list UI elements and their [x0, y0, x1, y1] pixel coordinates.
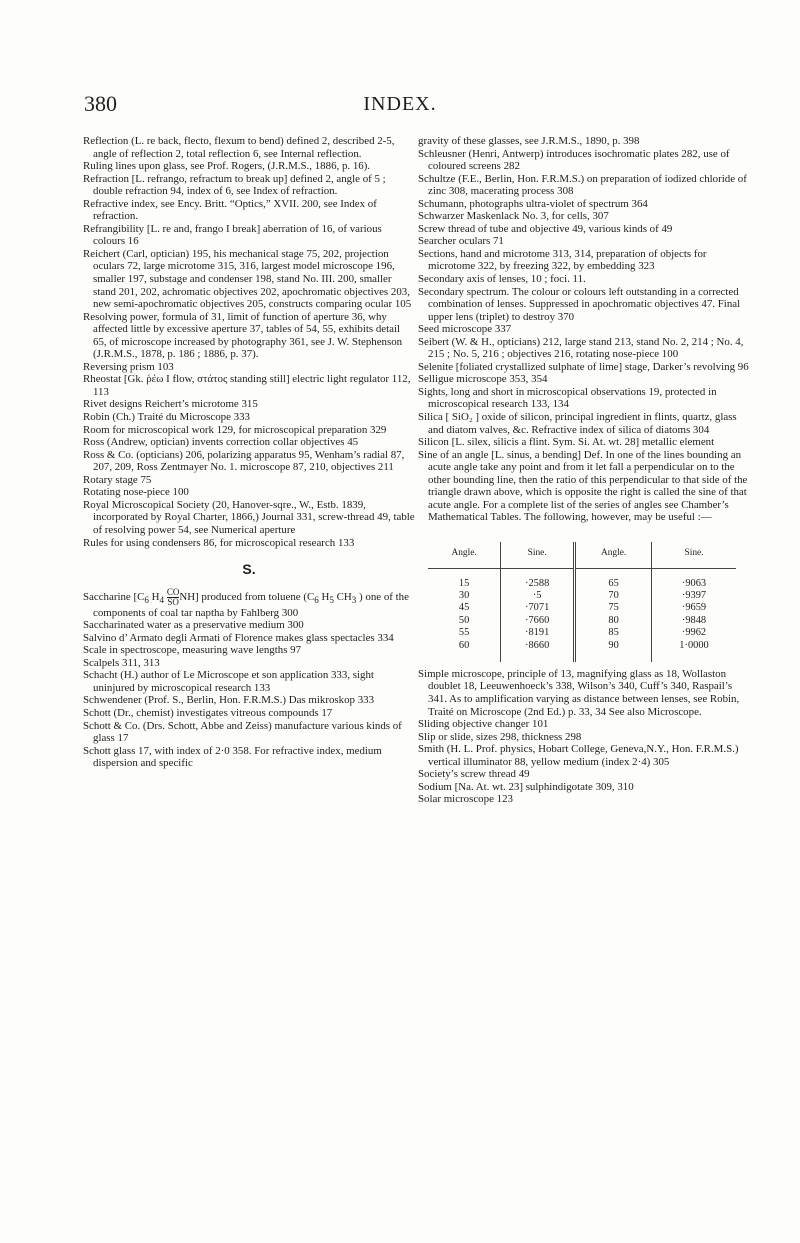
index-entry: Smith (H. L. Prof. physics, Hobart College, Geneva,N.Y., Hon. F.R.M.S.) vertical illuminator 88, yellow medium (index 2·4) 305 — [418, 743, 739, 768]
index-entry: Royal Microscopical Society (20, Hanover-sqre., W., Estb. 1839, incorporated by Royal Charter, 1866,) Journal 331, screw-thread 49, table of resolving power 54, see Numerical aperture — [83, 498, 415, 536]
subscript: 6 — [144, 594, 149, 605]
index-entry: Sights, long and short in microscopical observations 19, protected in microscopical research 133, 134 — [418, 385, 717, 411]
index-entry: Sodium [Na. At. wt. 23] sulphindigotate 309, 310 — [418, 780, 634, 793]
text: NH] produced from toluene (C — [179, 590, 315, 603]
text: CH — [333, 590, 352, 603]
right-column — [418, 135, 750, 806]
text: H — [318, 590, 330, 603]
subscript: 3 — [351, 594, 357, 605]
index-entry: Scalpels 311, 313 — [83, 656, 160, 669]
index-entry: Slip or slide, sizes 298, thickness 298 — [418, 730, 582, 743]
index-entry: Scale in spectroscope, measuring wave lengths 97 — [83, 644, 302, 657]
angle-value: 70 — [608, 589, 619, 601]
sine-cell — [501, 568, 575, 662]
index-entry: Schwendener (Prof. S., Berlin, Hon. F.R.M.S.) Das mikroskop 333 — [83, 694, 375, 707]
index-entry: Schott (Dr., chemist) investigates vitreous compounds 17 — [83, 706, 333, 719]
column-header: Angle. — [575, 542, 652, 568]
column-header: Sine. — [652, 542, 736, 568]
index-entry: Seibert (W. & H., opticians) 212, large stand 213, stand No. 2, 214 ; No. 4, 215 ; No. 5, 216 ; objectives 216, rotating nose-piece 100 — [418, 335, 744, 361]
index-entry: Sine of an angle [L. sinus, a bending] Def. In one of the lines bounding an acute angle take any point and from it let fall a perpendicular on to the other bounding line, then the ratio of this perpendicular to that side of the triangle drawn above, which is opposite the right is called the sine of that acute angle. For a complete list of the series of angles see Chamber’s Mathematical Tables. The following, however, may be useful :— — [418, 448, 748, 524]
numerator: CO — [166, 586, 180, 597]
index-entry: Rules for using condensers 86, for microscopical research 133 — [83, 536, 355, 549]
index-entry: Selenite [foliated crystallized sulphate of lime] stage, Darker’s revolving 96 — [418, 360, 749, 373]
index-entry: Reversing prism 103 — [83, 360, 174, 373]
text: H — [148, 590, 160, 603]
angle-value: 85 — [608, 627, 619, 639]
index-entry: Screw thread of tube and objective 49, various kinds of 49 — [418, 222, 673, 235]
sine-value: ·9397 — [681, 589, 707, 601]
index-entry: Schleusner (Henri, Antwerp) introduces isochromatic plates 282, use of coloured screens 282 — [418, 147, 730, 173]
sine-value: 1·0000 — [679, 639, 709, 651]
index-entry: Rivet designs Reichert’s microtome 315 — [83, 398, 258, 411]
index-entry: Room for microscopical work 129, for microscopical preparation 329 — [83, 423, 387, 436]
sine-value: ·7071 — [525, 602, 550, 614]
angle-value: 30 — [458, 589, 470, 601]
angle-value: 45 — [458, 602, 470, 614]
subscript: 5 — [329, 594, 334, 605]
index-entry: Refrangibility [L. re and, frango I break] aberration of 16, of various colours 16 — [83, 222, 382, 248]
angle-cell — [575, 568, 652, 662]
index-entry: Silicon [L. silex, silicis a flint. Sym. Si. At. wt. 28] metallic element — [418, 436, 715, 449]
index-entry: Schott glass 17, with index of 2·0 358. For refractive index, medium dispersion and specific — [83, 744, 382, 770]
index-entry: Schacht (H.) author of Le Microscope et son application 333, sight uninjured by microscopical research 133 — [83, 669, 374, 694]
sine-value: ·9848 — [681, 614, 707, 626]
angle-value: 60 — [458, 639, 470, 651]
sine-value: ·5 — [532, 589, 542, 601]
index-entry: Sliding objective changer 101 — [418, 718, 549, 731]
index-entry: Selligue microscope 353, 354 — [418, 373, 548, 386]
table-row — [428, 568, 736, 662]
index-entry: Secondary axis of lenses, 10 ; foci. 11. — [418, 273, 586, 286]
column-header: Sine. — [501, 542, 575, 568]
sine-value: ·9659 — [681, 602, 707, 614]
subscript: 4 — [159, 594, 165, 605]
angle-value: 80 — [608, 614, 619, 626]
sine-value: ·8191 — [525, 627, 550, 639]
text: ) one of the components of coal tar naptha by Fahlberg 300 — [93, 590, 409, 619]
index-entry: Schultze (F.E., Berlin, Hon. F.R.M.S.) on preparation of iodized chloride of zinc 308, macerating process 308 — [418, 172, 747, 198]
angle-value: 50 — [458, 614, 470, 626]
left-column — [83, 135, 415, 770]
index-entry: Silica [ SiO₂ ] oxide of silicon, principal ingredient in flints, quartz, glass and diatom valves, &c. Refractive index of silica of diatoms 304 — [418, 411, 737, 436]
sine-cell — [652, 568, 736, 662]
index-entry: Society’s screw thread 49 — [418, 768, 530, 781]
index-entry: Ross & Co. (opticians) 206, polarizing apparatus 95, Wenham’s radial 87, 207, 209, Ross Zentmayer No. 1. microscope 87, 210, objectives 211 — [83, 448, 405, 474]
sine-value: ·2588 — [525, 577, 550, 589]
index-entry: Refractive index, see Ency. Britt. “Optics,” XVII. 200, see Index of refraction. — [83, 197, 377, 223]
denominator: SO — [167, 596, 179, 607]
index-entry: Simple microscope, principle of 13, magnifying glass as 18, Wollaston doublet 18, Leeuwenhoeck’s 338, Wilson’s 340, Cuff’s 340, Raspail’s 341. As to amplification varying as distance between lenses, see Robin, Traité on Microscope (2nd Ed.) p. 33, 34 See also Microscope. — [418, 667, 740, 718]
index-entry: Reflection (L. re back, flecto, flexum to bend) defined 2, described 2-5, angle of reflection 2, total reflection 6, see Internal reflection. — [83, 135, 395, 160]
angle-value: 15 — [458, 577, 470, 589]
index-entry: Rheostat [Gk. ῥέω I flow, στάτος standing still] electric light regulator 112, 113 — [83, 373, 411, 398]
index-entry: Reichert (Carl, optician) 195, his mechanical stage 75, 202, projection oculars 72, large microtome 315, 316, largest model microscope 196, smaller 197, substage and condenser 198, stand No. III. 200, smaller stand 201, 202, achromatic objectives 202, apochromatic objectives 203, new semi-apochromatic objectives 205, constructs comparing ocular 105 — [83, 247, 412, 311]
index-entry: Sections, hand and microtome 313, 314, preparation of objects for microtome 322, by freezing 322, by embedding 323 — [418, 247, 707, 273]
index-entry: Solar microscope 123 — [418, 793, 513, 806]
index-entry: Ruling lines upon glass, see Prof. Rogers, (J.R.M.S., 1886, p. 16). — [83, 160, 371, 173]
index-entry: Saccharinated water as a preservative medium 300 — [83, 619, 304, 632]
subscript: 6 — [314, 594, 319, 605]
index-entry: Rotating nose-piece 100 — [83, 486, 189, 499]
index-entry: Secondary spectrum. The colour or colours left outstanding in a corrected combination of lenses. Suppressed in apochromatic objectives 47. Final upper lens (triplet) to destroy 370 — [418, 285, 741, 323]
index-entry: Seed microscope 337 — [418, 323, 512, 336]
table-header-row — [428, 542, 736, 568]
column-header: Angle. — [451, 547, 477, 558]
text: Saccharine [C — [83, 590, 145, 603]
index-entry: Schott & Co. (Drs. Schott, Abbe and Zeiss) manufacture various kinds of glass 17 — [83, 719, 402, 745]
angle-value: 55 — [458, 627, 470, 639]
section-letter: S. — [242, 561, 256, 578]
index-entry: Resolving power, formula of 31, limit of function of aperture 36, why affected little by excessive aperture 37, tables of 54, 55, exhibits detail 65, of microscope increased by photography 361, see J. W. Stephenson (J.R.M.S., 1878, p. 186 ; 1886, p. 37). — [83, 310, 403, 361]
sine-table — [428, 542, 736, 662]
index-entry: Schwarzer Maskenlack No. 3, for cells, 307 — [418, 210, 609, 223]
angle-value: 65 — [608, 577, 619, 589]
page-title: INDEX. — [363, 93, 437, 115]
angle-value: 90 — [608, 639, 619, 651]
index-entry: Ross (Andrew, optician) invents correction collar objectives 45 — [83, 436, 359, 449]
index-entry: Robin (Ch.) Traité du Microscope 333 — [83, 411, 250, 424]
page-number: 380 — [84, 91, 117, 116]
sine-value: ·7660 — [525, 614, 550, 626]
angle-value: 75 — [608, 602, 619, 614]
angle-cell — [428, 568, 501, 662]
index-entry: gravity of these glasses, see J.R.M.S., 1890, p. 398 — [418, 135, 640, 147]
index-entry: Searcher oculars 71 — [418, 235, 504, 248]
sine-value: ·8660 — [525, 639, 550, 651]
index-entry: Schumann, photographs ultra-violet of spectrum 364 — [418, 197, 648, 210]
index-entry: Rotary stage 75 — [83, 473, 152, 486]
sine-value: ·9962 — [681, 627, 707, 639]
index-entry: Salvino d’ Armato degli Armati of Florence makes glass spectacles 334 — [83, 631, 394, 644]
index-entry-saccharine — [83, 588, 415, 620]
sine-value: ·9063 — [681, 577, 707, 589]
fraction — [167, 588, 180, 607]
index-entry: Refraction [L. refrango, refractum to break up] defined 2, angle of 5 ; double refraction 94, index of 6, see Index of refraction. — [83, 172, 386, 198]
